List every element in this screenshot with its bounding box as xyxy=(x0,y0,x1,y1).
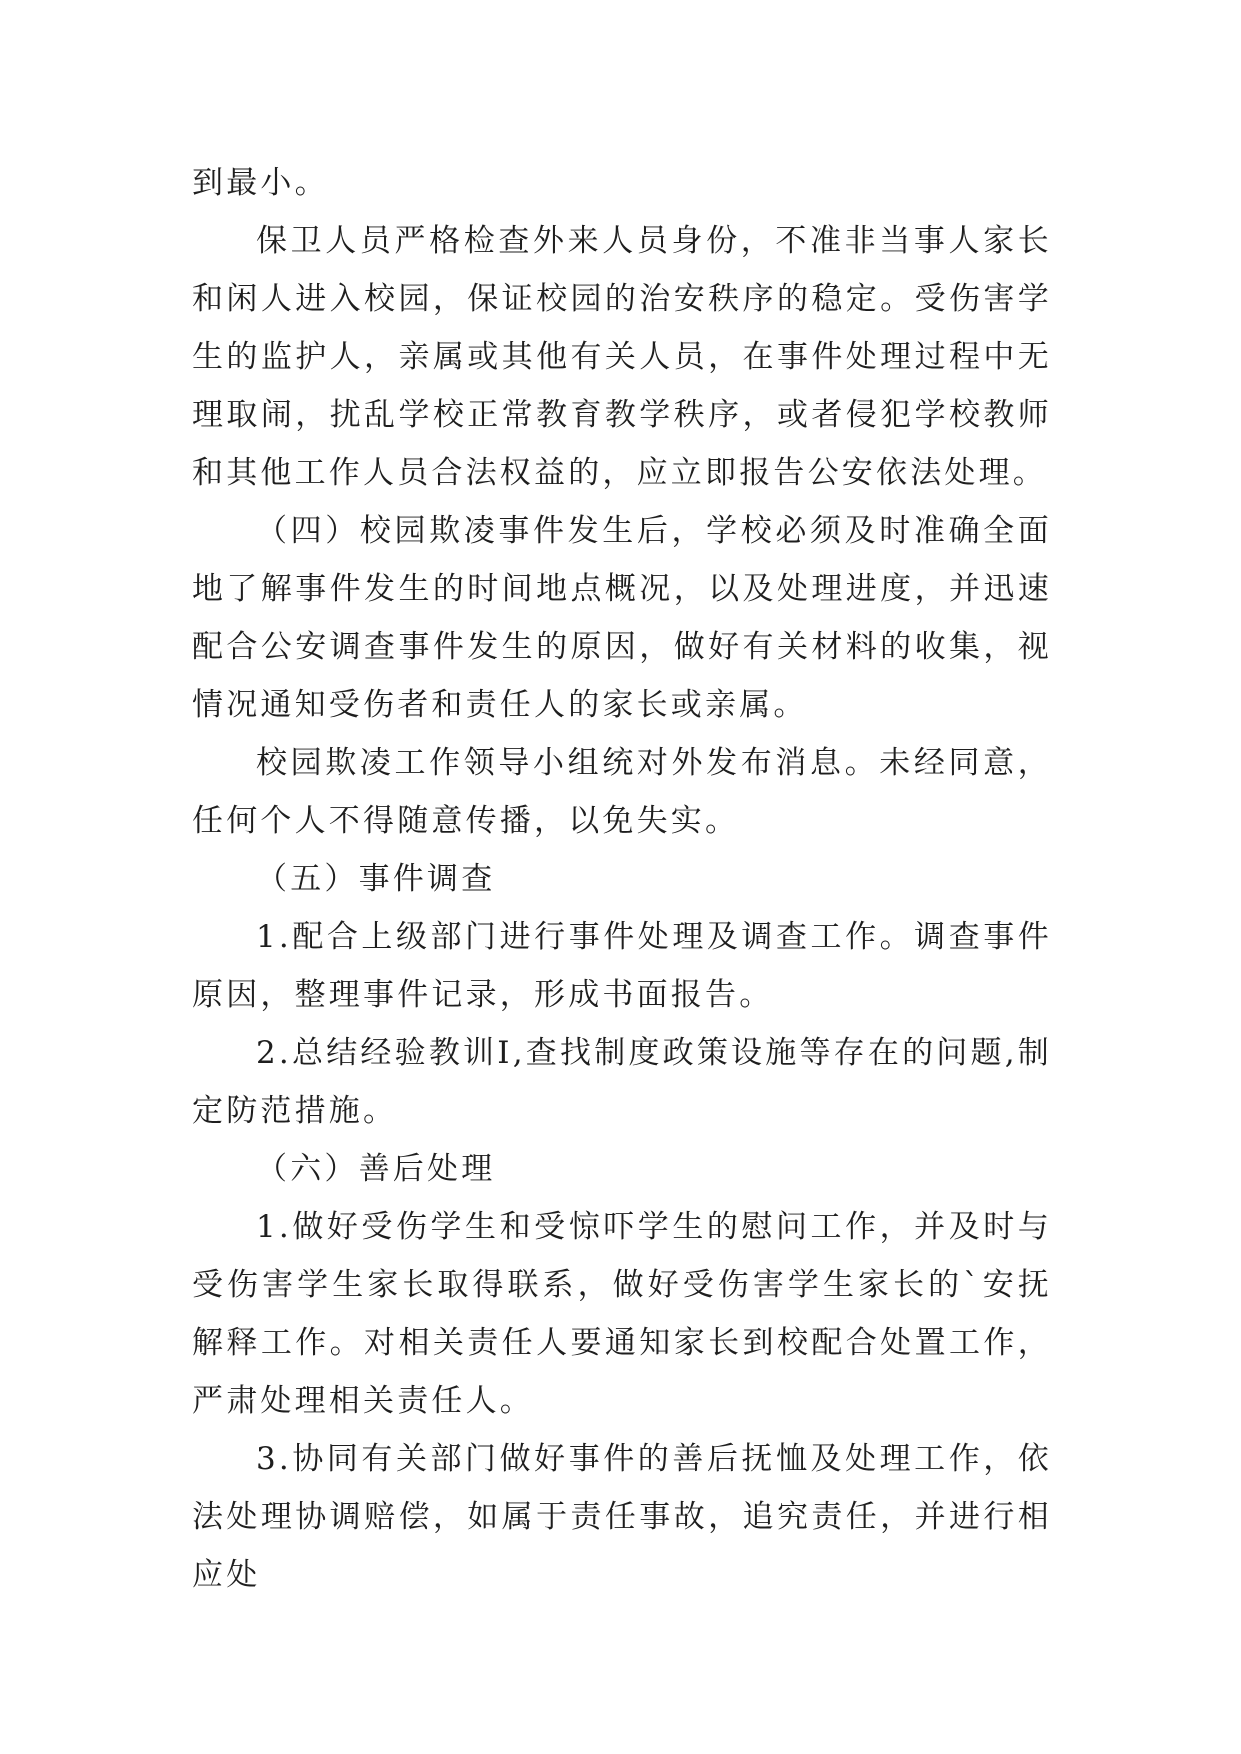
paragraph-continuation: 到最小。 xyxy=(192,165,329,201)
heading-section-six: （六）善后处理 xyxy=(256,1151,496,1187)
paragraph-aftermath-item-1: 1.做好受伤学生和受惊吓学生的慰问工作，并及时与受伤害学生家长取得联系，做好受伤害学生家长的`安抚解释工作。对相关责任人要通知家长到校配合处置工作，严肃处理相关责任人。 xyxy=(192,1209,1052,1419)
document-body xyxy=(192,154,1052,1604)
paragraph-section-four: （四）校园欺凌事件发生后，学校必须及时准确全面地了解事件发生的时间地点概况，以及处理进度，并迅速配合公安调查事件发生的原因，做好有关材料的收集，视情况通知受伤者和责任人的家长或亲属。 xyxy=(192,513,1052,723)
paragraph-security-check: 保卫人员严格检查外来人员身份，不准非当事人家长和闲人进入校园，保证校园的治安秩序的稳定。受伤害学生的监护人，亲属或其他有关人员，在事件处理过程中无理取闹，扰乱学校正常教育教学秩序，或者侵犯学校教师和其他工作人员合法权益的，应立即报告公安依法处理。 xyxy=(192,223,1052,491)
paragraph-investigation-item-2: 2.总结经验教训I,查找制度政策设施等存在的问题,制定防范措施。 xyxy=(192,1035,1052,1129)
paragraph-information-release: 校园欺凌工作领导小组统对外发布消息。未经同意，任何个人不得随意传播，以免失实。 xyxy=(192,745,1052,839)
heading-section-five: （五）事件调查 xyxy=(256,861,496,897)
paragraph-aftermath-item-3: 3.协同有关部门做好事件的善后抚恤及处理工作，依法处理协调赔偿，如属于责任事故，追究责任，并进行相应处 xyxy=(192,1441,1052,1593)
paragraph-investigation-item-1: 1.配合上级部门进行事件处理及调查工作。调查事件原因，整理事件记录，形成书面报告。 xyxy=(192,919,1052,1013)
